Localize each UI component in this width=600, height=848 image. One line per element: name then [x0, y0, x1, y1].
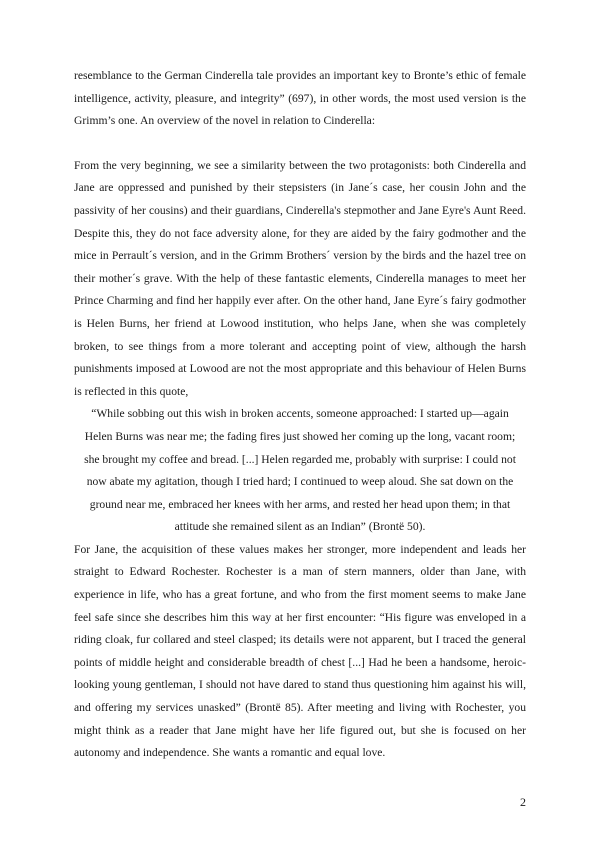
block-quote: “While sobbing out this wish in broken accents, someone approached: I started up—again Helen Burns was near me; the fading fires just showed her coming up the long, vacant room; she brought my coffee and bread. [...] Helen regarded me, probably with surprise: I could not now abate my agitation, though I tried hard; I continued to weep aloud. She sat down on the ground near me, embraced her knees with her arms, and rested her head upon them; in that attitude she remained silent as an Indian” (Brontë 50). [84, 407, 516, 534]
paragraph-gap [74, 133, 526, 155]
document-body [74, 65, 526, 765]
paragraph-similarity: From the very beginning, we see a similarity between the two protagonists: both Cinderella and Jane are oppressed and punished by their stepsisters (in Jane´s case, her cousin John and the passivity of her cousins) and their guardians, Cinderella's stepmother and Jane Eyre's Aunt Reed. Despite this, they do not face adversity alone, for they are aided by the fairy godmother and the mice in Perrault´s version, and in the Grimm Brothers´ version by the birds and the hazel tree on their mother´s grave. With the help of these fantastic elements, Cinderella manages to meet her Prince Charming and find her happily ever after. On the other hand, Jane Eyre´s fairy godmother is Helen Burns, her friend at Lowood institution, who helps Jane, when she was completely broken, to see things from a more tolerant and accepting point of view, although the harsh punishments imposed at Lowood are not the most appropriate and this behaviour of Helen Burns is reflected in this quote, [74, 158, 526, 398]
paragraph-intro: resemblance to the German Cinderella tale provides an important key to Bronte’s ethic of female intelligence, activity, pleasure, and integrity” (697), in other words, the most used version is the Grimm’s one. An overview of the novel in relation to Cinderella: [74, 69, 526, 128]
page-number: 2 [520, 795, 526, 809]
paragraph-rochester: For Jane, the acquisition of these values makes her stronger, more independent and leads her straight to Edward Rochester. Rochester is a man of stern manners, older than Jane, with experience in life, who has a great fortune, and who from the first moment seems to make Jane feel safe since she describes him this way at her first encounter: “His figure was enveloped in a riding cloak, fur collared and steel clasped; its details were not apparent, but I traced the general points of middle height and considerable breadth of chest [...] Had he been a handsome, heroic-looking young gentleman, I should not have dared to stand thus questioning him against his will, and offering my services unasked” (Brontë 85). After meeting and living with Rochester, you might think as a reader that Jane might have her life figured out, but she is focused on her autonomy and independence. She wants a romantic and equal love. [74, 542, 526, 760]
